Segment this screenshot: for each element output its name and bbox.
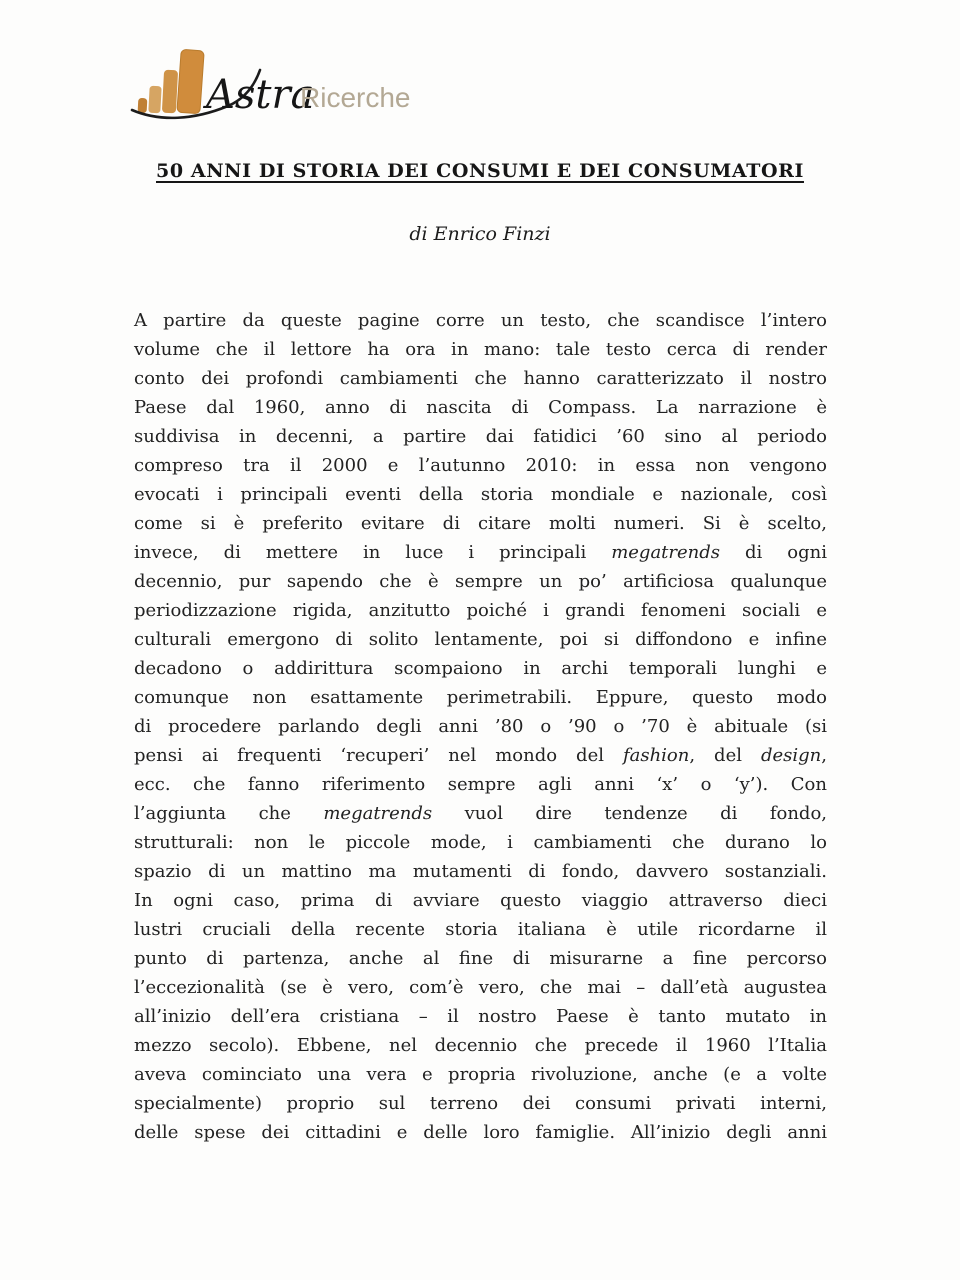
- body-line: di procedere parlando degli anni ’80 o ’90 o ’70 è abituale (si: [134, 716, 827, 737]
- body-line: comunque non esattamente perimetrabili. Eppure, questo modo: [134, 687, 827, 708]
- page-title: [0, 160, 960, 182]
- body-line: Paese dal 1960, anno di nascita di Compass. La narrazione è: [134, 397, 827, 418]
- logo-bar-large: [177, 49, 204, 113]
- logo-brand-primary: Astra: [206, 72, 315, 118]
- body-line: compreso tra il 2000 e l’autunno 2010: in essa non vengono: [134, 455, 827, 476]
- body-line: culturali emergono di solito lentamente, poi si diffondono e infine: [134, 629, 827, 650]
- body-line: aveva cominciato una vera e propria rivoluzione, anche (e a volte: [134, 1064, 827, 1085]
- body-line: A partire da queste pagine corre un testo, che scandisce l’intero: [134, 310, 827, 331]
- body-line: lustri cruciali della recente storia italiana è utile ricordarne il: [134, 919, 827, 940]
- body-line: conto dei profondi cambiamenti che hanno caratterizzato il nostro: [134, 368, 827, 389]
- body-line: decadono o addirittura scompaiono in archi temporali lunghi e: [134, 658, 827, 679]
- body-line: periodizzazione rigida, anzitutto poiché i grandi fenomeni sociali e: [134, 600, 827, 621]
- body-line: volume che il lettore ha ora in mano: tale testo cerca di render: [134, 339, 827, 360]
- page-title-text: 50 ANNI DI STORIA DEI CONSUMI E DEI CONSUMATORI: [156, 160, 804, 182]
- body-line: ecc. che fanno riferimento sempre agli anni ‘x’ o ‘y’). Con: [134, 774, 827, 795]
- body-line: l’aggiunta che megatrends vuol dire tendenze di fondo,: [134, 803, 827, 824]
- logo-bar-nub: [138, 98, 148, 113]
- logo-brand-secondary: Ricerche: [300, 82, 411, 113]
- body-line: l’eccezionalità (se è vero, com’è vero, che mai – dall’età augustea: [134, 977, 827, 998]
- body-line: spazio di un mattino ma mutamenti di fondo, davvero sostanziali.: [134, 861, 827, 882]
- body-line: specialmente) proprio sul terreno dei consumi privati interni,: [134, 1093, 827, 1114]
- body-line: punto di partenza, anche al fine di misurarne a fine percorso: [134, 948, 827, 969]
- logo-bar-medium: [162, 70, 178, 114]
- byline: di Enrico Finzi: [409, 223, 551, 245]
- body-line: mezzo secolo). Ebbene, nel decennio che precede il 1960 l’Italia: [134, 1035, 827, 1056]
- body-text: [134, 306, 827, 1147]
- body-line: decennio, pur sapendo che è sempre un po’ artificiosa qualunque: [134, 571, 827, 592]
- astra-ricerche-logo: [130, 44, 430, 124]
- body-line: pensi ai frequenti ‘recuperi’ nel mondo del fashion, del design,: [134, 745, 827, 766]
- body-line: invece, di mettere in luce i principali megatrends di ogni: [134, 542, 827, 563]
- body-line: strutturali: non le piccole mode, i cambiamenti che durano lo: [134, 832, 827, 853]
- logo-bar-small: [148, 86, 161, 114]
- body-line: suddivisa in decenni, a partire dai fatidici ’60 sino al periodo: [134, 426, 827, 447]
- body-line: all’inizio dell’era cristiana – il nostro Paese è tanto mutato in: [134, 1006, 827, 1027]
- body-line: evocati i principali eventi della storia mondiale e nazionale, così: [134, 484, 827, 505]
- body-line: delle spese dei cittadini e delle loro famiglie. All’inizio degli anni: [134, 1122, 827, 1143]
- body-line: In ogni caso, prima di avviare questo viaggio attraverso dieci: [134, 890, 827, 911]
- body-line: come si è preferito evitare di citare molti numeri. Si è scelto,: [134, 513, 827, 534]
- bar-chart-logo-icon: [130, 44, 430, 124]
